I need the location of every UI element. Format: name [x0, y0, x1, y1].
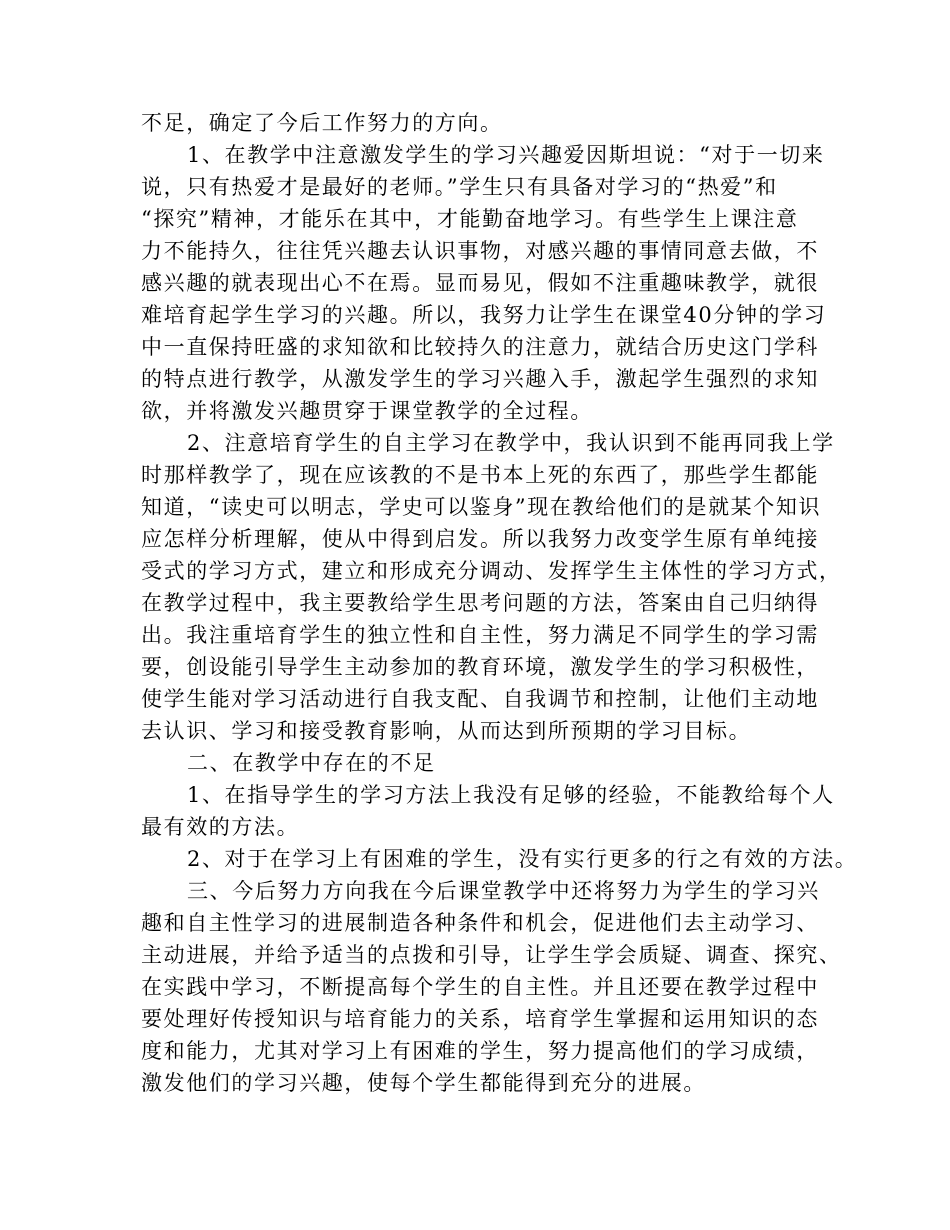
text-line: 使学生能对学习活动进行自我支配、自我调节和控制，让他们主动地 [141, 687, 819, 711]
text-line: 要处理好传授知识与培育能力的关系，培育学生掌握和运用知识的态 [141, 1007, 819, 1031]
text-line: 难培育起学生学习的兴趣。所以，我努力让学生在课堂40分钟的学习 [141, 303, 827, 327]
text-line: 趣和自主性学习的进展制造各种条件和机会，促进他们去主动学习、 [141, 911, 819, 935]
text-line: 二、在教学中存在的不足 [187, 751, 436, 775]
text-line: 欲，并将激发兴趣贯穿于课堂教学的全过程。 [141, 399, 593, 423]
text-line: 1、在指导学生的学习方法上我没有足够的经验，不能教给每个人 [187, 783, 835, 807]
text-line: 要，创设能引导学生主动参加的教育环境，激发学生的学习积极性， [141, 655, 819, 679]
text-line: 不足，确定了今后工作努力的方向。 [141, 111, 503, 135]
text-line: 知道，“读史可以明志，学史可以鉴身”现在教给他们的是就某个知识 [141, 495, 822, 519]
text-line: 2、对于在学习上有困难的学生，没有实行更多的行之有效的方法。 [187, 847, 858, 871]
text-line: 时那样教学了，现在应该教的不是书本上死的东西了，那些学生都能 [141, 463, 819, 487]
text-line: 的特点进行教学，从激发学生的学习兴趣入手，激起学生强烈的求知 [141, 367, 819, 391]
text-line: 出。我注重培育学生的独立性和自主性，努力满足不同学生的学习需 [141, 623, 819, 647]
text-line: 感兴趣的就表现出心不在焉。显而易见，假如不注重趣味教学，就很 [141, 271, 819, 295]
text-line: 中一直保持旺盛的求知欲和比较持久的注意力，就结合历史这门学科 [141, 335, 819, 359]
text-line: 在教学过程中，我主要教给学生思考问题的方法，答案由自己归纳得 [141, 591, 819, 615]
text-line: 度和能力，尤其对学习上有困难的学生，努力提高他们的学习成绩， [141, 1039, 819, 1063]
text-line: 在实践中学习，不断提高每个学生的自主性。并且还要在教学过程中 [141, 975, 819, 999]
text-line: 最有效的方法。 [141, 815, 300, 839]
text-line: 去认识、学习和接受教育影响，从而达到所预期的学习目标。 [141, 719, 752, 743]
document-body [141, 107, 858, 1099]
text-line: 主动进展，并给予适当的点拨和引导，让学生学会质疑、调查、探究、 [141, 943, 842, 967]
text-line: 说，只有热爱才是最好的老师。”学生只有具备对学习的“热爱”和 [141, 175, 778, 199]
text-line: 应怎样分析理解，使从中得到启发。所以我努力改变学生原有单纯接 [141, 527, 819, 551]
text-line: 1、在教学中注意激发学生的学习兴趣爱因斯坦说：“对于一切来 [187, 143, 825, 167]
text-line: 激发他们的学习兴趣，使每个学生都能得到充分的进展。 [141, 1071, 706, 1095]
text-line: 力不能持久，往往凭兴趣去认识事物，对感兴趣的事情同意去做，不 [141, 239, 819, 263]
text-line: 2、注意培育学生的自主学习在教学中，我认识到不能再同我上学 [187, 431, 835, 455]
text-line: 受式的学习方式，建立和形成充分调动、发挥学生主体性的学习方式， [141, 559, 842, 583]
text-line: “探究”精神，才能乐在其中，才能勤奋地学习。有些学生上课注意 [141, 207, 799, 231]
text-line: 三、今后努力方向我在今后课堂教学中还将努力为学生的学习兴 [187, 879, 820, 903]
